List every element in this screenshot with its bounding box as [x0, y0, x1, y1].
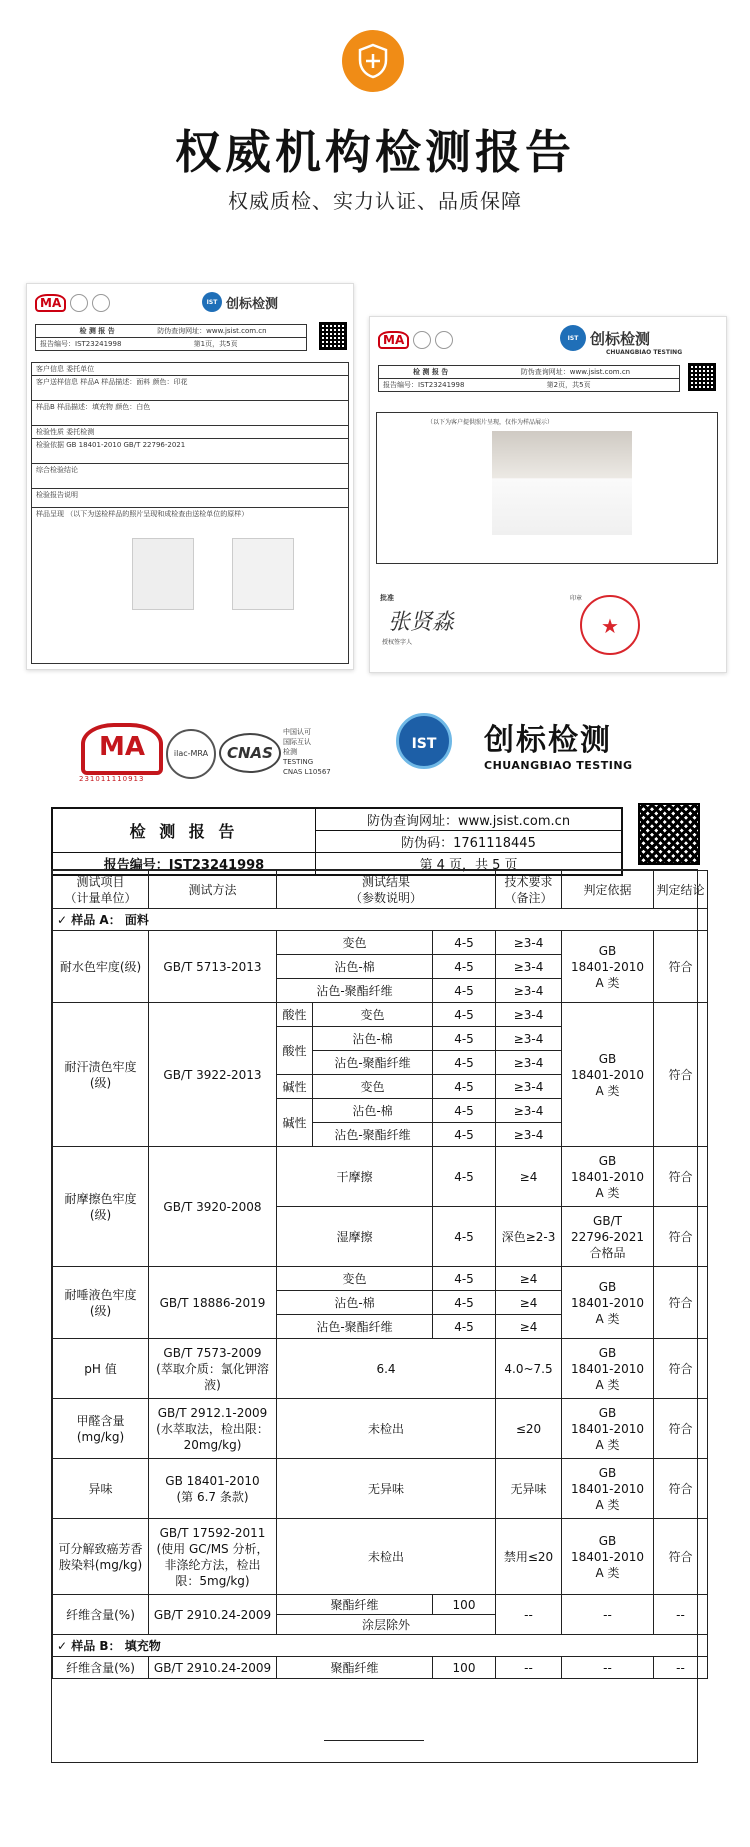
seal-label: 印章 [570, 595, 583, 602]
result-value: 4-5 [433, 1147, 496, 1207]
ist-logo: IST [560, 325, 586, 351]
result-value: 未检出 [277, 1519, 496, 1595]
report-header [51, 713, 696, 793]
test-item: 耐唾液色牢度 (级) [53, 1267, 149, 1339]
result-value: 4-5 [433, 1207, 496, 1267]
param: 沾色-聚酯纤维 [313, 1123, 433, 1147]
result-value: 4-5 [433, 1099, 496, 1123]
test-method: GB/T 2910.24-2009 [149, 1657, 277, 1679]
photo-box [376, 412, 718, 564]
report-title: 检 测 报 告 [52, 808, 316, 853]
cma-logo: MA [35, 294, 66, 312]
requirement: ≥3-4 [496, 1051, 562, 1075]
requirement: 禁用≤20 [496, 1519, 562, 1595]
results-table-frame [51, 869, 705, 1763]
param: 沾色-棉 [277, 1291, 433, 1315]
test-item: 耐水色牢度(级) [53, 931, 149, 1003]
result-value: 4-5 [433, 1075, 496, 1099]
test-item: 甲醛含量 (mg/kg) [53, 1399, 149, 1459]
basis: GB 18401-2010 A 类 [562, 1147, 654, 1207]
cnas-text: 中国认可 国际互认 检测 TESTING CNAS L10567 [283, 728, 331, 776]
info-table [31, 362, 349, 664]
param: 沾色-棉 [313, 1099, 433, 1123]
test-method: GB/T 2910.24-2009 [149, 1595, 277, 1635]
cert-logos [378, 331, 453, 349]
requirement: 深色≥2-3 [496, 1207, 562, 1267]
page-number: 第2页，共5页 [546, 381, 591, 389]
basis: -- [562, 1595, 654, 1635]
conclusion: -- [654, 1657, 708, 1679]
brand-name: 创标检测 [484, 723, 612, 758]
param: 沾色-聚酯纤维 [277, 979, 433, 1003]
param: 聚酯纤维 [277, 1595, 433, 1615]
conclusion: 符合 [654, 1267, 708, 1339]
section-sample-b: ✓ 样品 B： 填充物 [53, 1635, 708, 1657]
table-row: 综合检验结论 [32, 464, 348, 489]
report-thumbnail-page-2[interactable] [369, 316, 727, 673]
requirement: ≥3-4 [496, 1075, 562, 1099]
basis: GB 18401-2010 A 类 [562, 1003, 654, 1147]
requirement: -- [496, 1657, 562, 1679]
conclusion: -- [654, 1595, 708, 1635]
result-value: 4-5 [433, 1315, 496, 1339]
alkali-label: 碱性 [277, 1075, 313, 1099]
param: 沾色-聚酯纤维 [313, 1051, 433, 1075]
cma-logo: MA [378, 331, 409, 349]
ilac-logo [413, 331, 431, 349]
table-row: 客户送样信息 样品A 样品描述：面料 颜色：印花 [32, 376, 348, 401]
test-method: GB/T 2912.1-2009 (水萃取法，检出限： 20mg/kg) [149, 1399, 277, 1459]
test-method: GB/T 17592-2011 (使用 GC/MS 分析， 非涤纶方法，检出 限：5mg/kg) [149, 1519, 277, 1595]
requirement: ≥3-4 [496, 1099, 562, 1123]
report-number: 报告编号：IST23241998 [52, 853, 316, 876]
brand [560, 325, 650, 351]
result-value: 4-5 [433, 931, 496, 955]
report-page-4 [51, 713, 705, 1847]
conclusion: 符合 [654, 1207, 708, 1267]
param: 沾色-棉 [313, 1027, 433, 1051]
param: 沾色-棉 [277, 955, 433, 979]
col-header-basis: 判定依据 [562, 871, 654, 909]
table-row: 检验性质 委托检测 [32, 426, 348, 439]
official-seal: ★ [580, 595, 640, 655]
requirement: ≥3-4 [496, 1003, 562, 1027]
cert-logos [35, 294, 110, 312]
results-table [52, 870, 708, 1679]
conclusion: 符合 [654, 1147, 708, 1207]
requirement: ≥4 [496, 1267, 562, 1291]
brand-en: CHUANGBIAO TESTING [606, 349, 683, 356]
param: 湿摩擦 [277, 1207, 433, 1267]
basis: GB 18401-2010 A 类 [562, 931, 654, 1003]
cnas-logo [92, 294, 110, 312]
conclusion: 符合 [654, 1519, 708, 1595]
basis: GB 18401-2010 A 类 [562, 1339, 654, 1399]
basis: GB 18401-2010 A 类 [562, 1519, 654, 1595]
page-number: 第1页，共5页 [193, 340, 238, 348]
result-value: 100 [433, 1595, 496, 1615]
signer-label: 授权签字人 [382, 639, 413, 646]
section-sample-a: ✓ 样品 A： 面料 [53, 909, 708, 931]
brand-en: CHUANGBIAO TESTING [484, 759, 633, 772]
test-method: GB/T 3922-2013 [149, 1003, 277, 1147]
conclusion: 符合 [654, 1399, 708, 1459]
hero-section [0, 0, 750, 285]
qr-code[interactable] [638, 803, 700, 865]
result-value: 4-5 [433, 1267, 496, 1291]
basis: -- [562, 1657, 654, 1679]
requirement: ≥3-4 [496, 955, 562, 979]
result-value: 4-5 [433, 955, 496, 979]
param: 沾色-聚酯纤维 [277, 1315, 433, 1339]
brand-name: 创标检测 [590, 329, 651, 348]
alkali-label: 碱性 [277, 1099, 313, 1147]
acid-label: 酸性 [277, 1003, 313, 1027]
col-header-requirement: 技术要求 （备注） [496, 871, 562, 909]
cma-logo: MA [81, 723, 163, 775]
sample-b-photo [232, 538, 294, 610]
test-item: 异味 [53, 1459, 149, 1519]
report-thumbnail-page-1[interactable] [26, 283, 354, 670]
query-url: 防伪查询网址：www.jsist.com.cn [520, 368, 631, 376]
conclusion: 符合 [654, 1003, 708, 1147]
test-item: pH 值 [53, 1339, 149, 1399]
result-value: 未检出 [277, 1399, 496, 1459]
header-table [35, 324, 307, 351]
cnas-logo: CNAS [219, 733, 281, 773]
cma-number: 231011110913 [79, 775, 145, 783]
photo-note: （以下为客户提供照片呈现，仅作为样品展示） [427, 419, 554, 426]
ist-logo: IST [396, 713, 452, 769]
shield-plus-icon [342, 30, 404, 92]
header-table [378, 365, 680, 392]
requirement: ≥4 [496, 1315, 562, 1339]
requirement: 无异味 [496, 1459, 562, 1519]
test-method: GB/T 7573-2009 (萃取介质：氯化钾溶 液) [149, 1339, 277, 1399]
col-header-item: 测试项目 （计量单位） [53, 871, 149, 909]
ilac-logo [70, 294, 88, 312]
page-subtitle: 权威质检、实力认证、品质保障 [228, 189, 522, 213]
page-number: 第 4 页，共 5 页 [316, 853, 623, 876]
param: 变色 [277, 1267, 433, 1291]
report-title-box [51, 807, 623, 876]
requirement: ≤20 [496, 1399, 562, 1459]
test-method: GB 18401-2010 (第 6.7 条款) [149, 1459, 277, 1519]
sample-a-photo [132, 538, 194, 610]
requirement: ≥3-4 [496, 1027, 562, 1051]
result-value: 100 [433, 1657, 496, 1679]
param-note: 涂层除外 [277, 1615, 496, 1635]
basis: GB/T 22796-2021 合格品 [562, 1207, 654, 1267]
requirement: ≥4 [496, 1147, 562, 1207]
qr-code[interactable] [688, 363, 716, 391]
page-title: 权威机构检测报告 [175, 125, 575, 179]
acid-label: 酸性 [277, 1027, 313, 1075]
table-row: 样品B 样品描述：填充物 颜色：白色 [32, 401, 348, 426]
test-method: GB/T 5713-2013 [149, 931, 277, 1003]
result-value: 4-5 [433, 979, 496, 1003]
col-header-method: 测试方法 [149, 871, 277, 909]
report-title: 检 测 报 告 [79, 327, 115, 335]
qr-code[interactable] [319, 322, 347, 350]
signature: 张贤淼 [388, 610, 455, 635]
result-value: 4-5 [433, 1123, 496, 1147]
brand-name: 创标检测 [226, 296, 279, 312]
basis: GB 18401-2010 A 类 [562, 1459, 654, 1519]
brand [202, 292, 278, 312]
report-number: 报告编号：IST23241998 [40, 340, 122, 348]
param: 变色 [277, 931, 433, 955]
table-row: 样品呈现 （以下为送检样品的照片呈现和成检查由送检单位的原样） [36, 510, 249, 518]
test-item: 可分解致癌芳香 胺染料(mg/kg) [53, 1519, 149, 1595]
report-number: 报告编号：IST23241998 [383, 381, 465, 389]
result-value: 6.4 [277, 1339, 496, 1399]
requirement: 4.0~7.5 [496, 1339, 562, 1399]
conclusion: 符合 [654, 931, 708, 1003]
test-method: GB/T 18886-2019 [149, 1267, 277, 1339]
test-item: 纤维含量(%) [53, 1657, 149, 1679]
basis: GB 18401-2010 A 类 [562, 1267, 654, 1339]
table-row: 检验报告说明 [32, 489, 348, 508]
result-value: 4-5 [433, 1027, 496, 1051]
requirement: ≥3-4 [496, 931, 562, 955]
basis: GB 18401-2010 A 类 [562, 1399, 654, 1459]
test-method: GB/T 3920-2008 [149, 1147, 277, 1267]
param: 聚酯纤维 [277, 1657, 433, 1679]
conclusion: 符合 [654, 1339, 708, 1399]
report-title: 检 测 报 告 [413, 368, 449, 376]
security-code: 防伪码：1761118445 [316, 831, 623, 853]
param: 变色 [313, 1003, 433, 1027]
ist-logo: IST [202, 292, 222, 312]
requirement: ≥4 [496, 1291, 562, 1315]
result-value: 无异味 [277, 1459, 496, 1519]
query-url: 防伪查询网址：www.jsist.com.cn [157, 327, 267, 335]
col-header-result: 测试结果 （参数说明） [277, 871, 496, 909]
approver-label: 批准 [380, 594, 394, 602]
cnas-logo [435, 331, 453, 349]
col-header-conclusion: 判定结论 [654, 871, 708, 909]
param: 干摩擦 [277, 1147, 433, 1207]
end-line [324, 1740, 424, 1741]
requirement: -- [496, 1595, 562, 1635]
conclusion: 符合 [654, 1459, 708, 1519]
result-value: 4-5 [433, 1051, 496, 1075]
result-value: 4-5 [433, 1291, 496, 1315]
test-item: 耐汗渍色牢度 (级) [53, 1003, 149, 1147]
result-value: 4-5 [433, 1003, 496, 1027]
requirement: ≥3-4 [496, 979, 562, 1003]
requirement: ≥3-4 [496, 1123, 562, 1147]
query-url[interactable]: 防伪查询网址：www.jsist.com.cn [316, 808, 623, 831]
test-item: 耐摩擦色牢度 (级) [53, 1147, 149, 1267]
table-row: 检验依据 GB 18401-2010 GB/T 22796-2021 [32, 439, 348, 464]
table-row: 客户信息 委托单位 [32, 363, 348, 376]
ilac-logo: ilac-MRA [166, 729, 216, 779]
bedding-photo [492, 431, 632, 535]
test-item: 纤维含量(%) [53, 1595, 149, 1635]
param: 变色 [313, 1075, 433, 1099]
